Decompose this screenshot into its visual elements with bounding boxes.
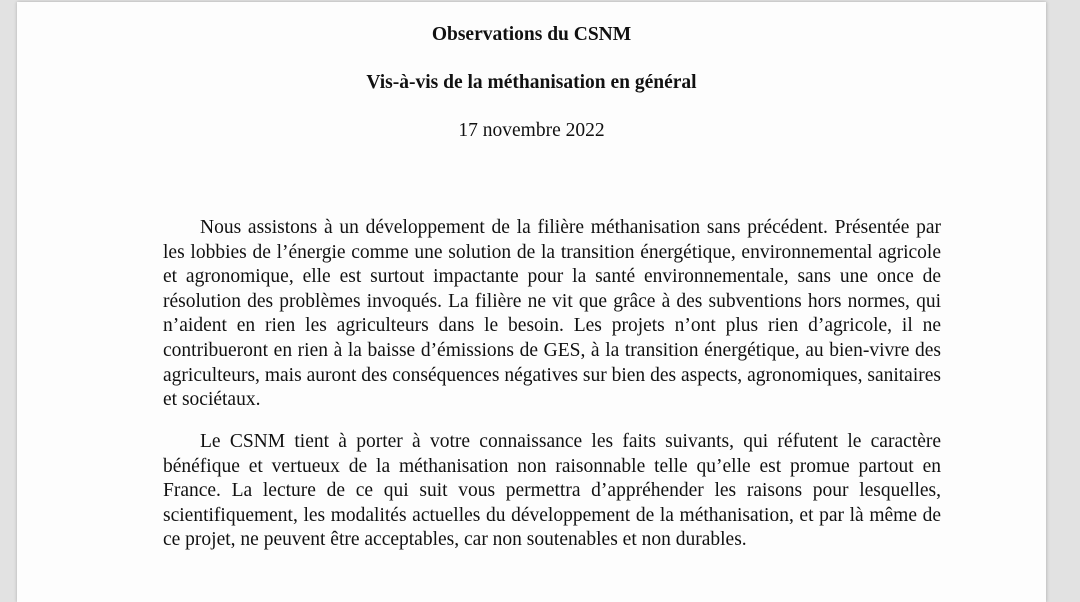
paragraph-1: [163, 216, 941, 413]
paragraph-2: [163, 430, 941, 553]
paragraph-1-text: Nous assistons à un développement de la filière méthanisation sans précédent. Présentée par les lobbies de l’énergie comme une solution de la transition énergétique, environnemental agricole et agronomique, elle est surtout impactante pour la santé environnementale, sans une once de résolution des problèmes invoqués. La filière ne vit que grâce à des subventions hors normes, qui n’aident en rien les agriculteurs dans le besoin. Les projets n’ont plus rien d’agricole, il ne contribueront en rien à la baisse d’émissions de GES, à la transition énergétique, au bien-vivre des agriculteurs, mais auront des conséquences négatives sur bien des aspects, agronomiques, sanitaires et sociétaux.: [163, 217, 941, 411]
document-page: [17, 2, 1046, 602]
document-subtitle: Vis-à-vis de la méthanisation en général: [366, 72, 697, 93]
paragraph-2-text: Le CSNM tient à porter à votre connaissance les faits suivants, qui réfutent le caractère bénéfique et vertueux de la méthanisation non raisonnable telle qu’elle est promue partout en France. La lecture de ce qui suit vous permettra d’appréhender les raisons pour lesquelles, scientifiquement, les modalités actuelles du développement de la méthanisation, et par là même de ce projet, ne peuvent être acceptables, car non soutenables et non durables.: [163, 431, 941, 551]
document-date: 17 novembre 2022: [458, 120, 605, 141]
document-title: Observations du CSNM: [431, 24, 632, 45]
